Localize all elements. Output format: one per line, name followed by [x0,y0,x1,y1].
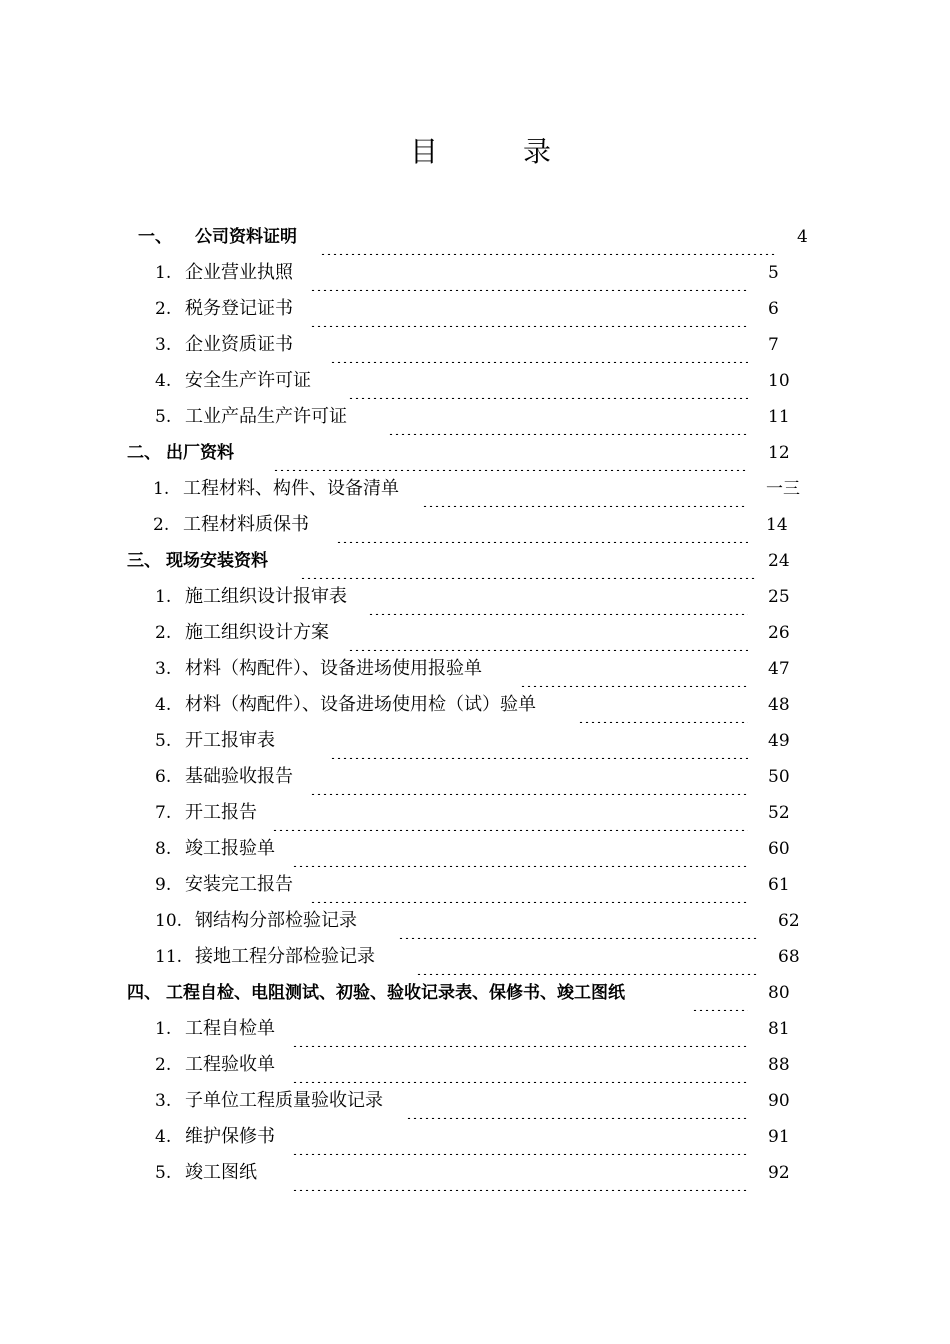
toc-entry[interactable] [0,399,950,435]
toc-page-number: 10 [768,371,790,391]
toc-entry-number: 8. [155,839,172,859]
toc-section[interactable] [0,543,950,579]
toc-entry-title: 工程自检单 [185,1018,275,1039]
toc-entry-title: 工程验收单 [185,1054,275,1075]
toc-entry-title: 开工报审表 [185,730,275,751]
toc-page-number: 7 [768,335,779,355]
toc-page-number: 26 [768,623,790,643]
toc-entry-number: 5. [155,1163,172,1183]
toc-entry-title: 材料（构配件）、设备进场使用检（试）验单 [185,694,536,715]
toc-page-number: 60 [768,839,790,859]
toc-entry[interactable] [0,1119,950,1155]
dot-leader [320,219,776,255]
toc-section[interactable] [0,435,950,471]
toc-entry-number: 2. [153,515,170,535]
toc-entry-number: 2. [155,1055,172,1075]
toc-entry[interactable] [0,831,950,867]
toc-entry-title: 材料（构配件）、设备进场使用报验单 [185,658,482,679]
toc-page-number: 61 [768,875,790,895]
toc-page-number: 90 [768,1091,790,1111]
dot-leader [300,543,757,579]
dot-leader [292,1119,748,1155]
toc-entry-title: 出厂资料 [166,443,234,463]
toc-entry-title: 子单位工程质量验收记录 [185,1090,383,1111]
toc-entry-number: 10. [155,911,183,931]
toc-page-number: 92 [768,1163,790,1183]
dot-leader [336,507,748,543]
toc-entry[interactable] [0,363,950,399]
toc-entry-number: 6. [155,767,172,787]
toc-entry-number: 二、 [127,443,161,463]
dot-leader [272,795,748,831]
toc-entry[interactable] [0,687,950,723]
toc-entry[interactable] [0,903,950,939]
toc-page-number: 52 [768,803,790,823]
toc-page-number: 81 [768,1019,790,1039]
toc-entry-number: 3. [155,335,172,355]
toc-entry[interactable] [0,579,950,615]
toc-entry-title: 工业产品生产许可证 [185,406,347,427]
toc-entry[interactable] [0,1011,950,1047]
toc-entry[interactable] [0,471,950,507]
dot-leader [406,1083,748,1119]
toc-page-number: 50 [768,767,790,787]
toc-entry-title: 公司资料证明 [195,227,297,247]
toc-entry-number: 3. [155,659,172,679]
toc-entry-title: 钢结构分部检验记录 [195,910,357,931]
toc-page-number: 91 [768,1127,790,1147]
toc-entry-title: 安装完工报告 [185,874,293,895]
toc-page-number: 48 [768,695,790,715]
dot-leader [292,1011,748,1047]
toc-entry-number: 4. [155,1127,172,1147]
toc-entry-title: 工程材料质保书 [183,514,309,535]
toc-entry-number: 2. [155,299,172,319]
toc-page-number: 5 [768,263,779,283]
dot-leader [520,651,748,687]
toc-entry-title: 工程材料、构件、设备清单 [183,478,399,499]
toc-entry[interactable] [0,291,950,327]
dot-leader [310,867,748,903]
toc-page-number: 25 [768,587,790,607]
toc-entry-number: 5. [155,731,172,751]
toc-page-number: 80 [768,983,790,1003]
toc-entry[interactable] [0,759,950,795]
toc-page-number: 4 [797,227,808,247]
dot-leader [330,723,748,759]
dot-leader [692,975,748,1011]
dot-leader [310,759,748,795]
toc-entry[interactable] [0,615,950,651]
toc-entry-number: 5. [155,407,172,427]
toc-entry-title: 工程自检、电阻测试、初验、验收记录表、保修书、竣工图纸 [166,983,625,1003]
toc-entry-number: 1. [153,479,170,499]
toc-entry-title: 竣工图纸 [185,1162,257,1183]
toc-entry-title: 安全生产许可证 [185,370,311,391]
toc-page-number: 14 [766,515,788,535]
toc-entry-title: 接地工程分部检验记录 [195,946,375,967]
toc-entry-number: 3. [155,1091,172,1111]
toc-entry-title: 企业资质证书 [185,334,293,355]
dot-leader [292,1155,748,1191]
toc-page-number: 68 [778,947,800,967]
toc-page-number: 6 [768,299,779,319]
toc-page-number: 11 [768,407,790,427]
toc-entry[interactable] [0,1155,950,1191]
title-char-2: 录 [523,135,552,168]
dot-leader [578,687,748,723]
toc-page-number: 一三 [766,479,800,499]
toc-entry[interactable] [0,867,950,903]
toc-entry[interactable] [0,1083,950,1119]
toc-page-number: 88 [768,1055,790,1075]
dot-leader [330,327,748,363]
title-char-1: 目 [410,135,439,168]
toc-entry-number: 四、 [127,983,161,1003]
toc-entry-title: 基础验收报告 [185,766,293,787]
dot-leader [310,291,748,327]
dot-leader [368,579,748,615]
dot-leader [348,363,748,399]
toc-entry-number: 9. [155,875,172,895]
dot-leader [310,255,748,291]
dot-leader [398,903,758,939]
toc-entry-number: 4. [155,695,172,715]
toc-entry-title: 施工组织设计方案 [185,622,329,643]
toc-entry[interactable] [0,795,950,831]
toc-entry[interactable] [0,327,950,363]
toc-entry-number: 7. [155,803,172,823]
dot-leader [388,399,748,435]
dot-leader [273,435,748,471]
toc-entry-number: 1. [155,1019,172,1039]
dot-leader [422,471,745,507]
toc-entry-title: 税务登记证书 [185,298,293,319]
toc-entry-number: 三、 [127,551,161,571]
toc-entry-number: 1. [155,263,172,283]
document-title [0,130,950,174]
toc-page-number: 62 [778,911,800,931]
toc-entry[interactable] [0,1047,950,1083]
toc-entry-title: 企业营业执照 [185,262,293,283]
toc-entry-number: 2. [155,623,172,643]
toc-entry-number: 1. [155,587,172,607]
dot-leader [292,831,748,867]
toc-entry-title: 竣工报验单 [185,838,275,859]
dot-leader [348,615,748,651]
toc-entry-number: 一、 [138,227,172,247]
toc-page-number: 47 [768,659,790,679]
toc-entry[interactable] [0,939,950,975]
toc-page-number: 24 [768,551,790,571]
toc-entry[interactable] [0,255,950,291]
toc-entry-title: 现场安装资料 [166,551,268,571]
toc-page-number: 12 [768,443,790,463]
toc-entry[interactable] [0,723,950,759]
toc-entry-title: 开工报告 [185,802,257,823]
toc-entry[interactable] [0,507,950,543]
toc-entry-title: 维护保修书 [185,1126,275,1147]
toc-section[interactable] [0,219,950,255]
toc-entry-number: 11. [155,947,183,967]
toc-entry-title: 施工组织设计报审表 [185,586,347,607]
toc-entry[interactable] [0,651,950,687]
toc-page-number: 49 [768,731,790,751]
dot-leader [292,1047,748,1083]
dot-leader [416,939,758,975]
toc-section[interactable] [0,975,950,1011]
toc-entry-number: 4. [155,371,172,391]
